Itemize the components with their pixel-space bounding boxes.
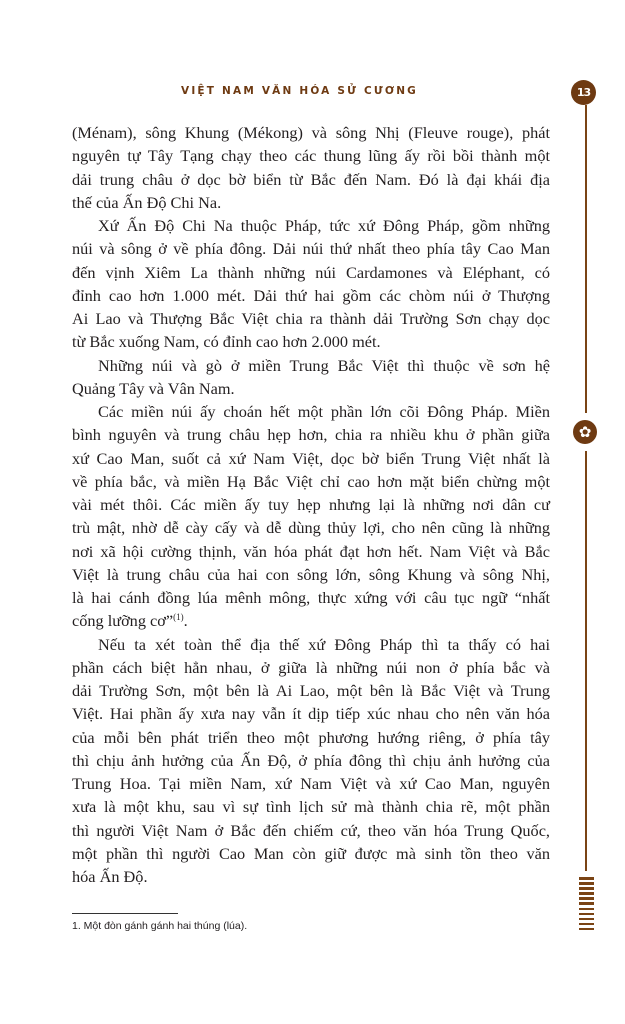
line-text: của mỗi bên phát triển theo một phương hướng riêng, ở phía tây (72, 727, 550, 747)
line-text: bình nguyên và trung châu hẹp hơn, chia ra nhiều khu ở phần giữa (72, 425, 550, 445)
text-line (72, 493, 550, 516)
paragraph (72, 633, 550, 889)
text-line (72, 679, 550, 702)
line-text: dải trung châu ở dọc bờ biển từ Bắc đến Nam. Đó là đại khái địa (72, 169, 550, 189)
text-line (72, 633, 550, 656)
paragraph (72, 354, 550, 401)
text-line (72, 447, 550, 470)
text-line (72, 191, 550, 214)
text-line (72, 423, 550, 446)
text-line (72, 516, 550, 539)
text-line (72, 702, 550, 725)
text-line (72, 656, 550, 679)
text-line (72, 842, 550, 865)
line-text: đến vịnh Xiêm La thành những núi Cardamones và Eléphant, có (72, 262, 550, 282)
text-line (72, 307, 550, 330)
line-text: thì người Việt Nam ở Bắc đến chiếm cứ, theo văn hóa Trung Quốc, (72, 820, 550, 840)
text-line (72, 772, 550, 795)
margin-line-bottom (585, 451, 587, 871)
line-text: về phía bắc, và miền Hạ Bắc Việt chỉ cao hơn mặt biển chừng một (72, 471, 550, 491)
page-number-badge: 13 (571, 80, 596, 105)
line-text: (Ménam), sông Khung (Mékong) và sông Nhị (Fleuve rouge), phát (72, 123, 550, 142)
line-text: thì chịu ảnh hưởng của Ấn Độ, ở phía đông thì chịu ảnh hưởng của (72, 750, 550, 770)
text-line (72, 214, 550, 237)
text-line (72, 749, 550, 772)
footnote-reference[interactable]: (1) (173, 612, 184, 623)
paragraph (72, 121, 550, 214)
text-line (72, 540, 550, 563)
running-header: VIỆT NAM VĂN HÓA SỬ CƯƠNG (181, 85, 418, 97)
text-line (72, 237, 550, 260)
line-text: núi và sông ở về phía đông. Dải núi thứ nhất theo phía tây Cao Man (72, 239, 550, 259)
line-text: phần cách biệt hẳn nhau, ở giữa là những núi non ở phía bắc và (72, 657, 550, 677)
ladder-icon (579, 877, 594, 933)
line-text: Nếu ta xét toàn thể địa thế xứ Đông Pháp thì ta thấy có hai (98, 634, 550, 654)
line-text: từ Bắc xuống Nam, có đỉnh cao hơn 2.000 mét. (72, 332, 381, 352)
margin-line-top (585, 105, 587, 413)
text-line (72, 121, 550, 144)
line-text: Việt. Hai phần ấy xưa nay vẫn ít dịp tiếp xúc nhau cho nên văn hóa (72, 704, 550, 724)
line-text: Xứ Ấn Độ Chi Na thuộc Pháp, tức xứ Đông Pháp, gồm những (98, 216, 550, 235)
line-text: đỉnh cao hơn 1.000 mét. Dải thứ hai gồm các chòm núi ở Thượng (72, 285, 550, 305)
line-text: Những núi và gò ở miền Trung Bắc Việt thì thuộc về sơn hệ (98, 355, 550, 375)
text-line (72, 400, 550, 423)
line-text: nguyên tự Tây Tạng chạy theo các thung lũng ấy rồi bồi thành một (72, 146, 550, 166)
text-line (72, 144, 550, 167)
text-line (72, 819, 550, 842)
line-text: dải Trường Sơn, một bên là Ai Lao, một bên là Bắc Việt và Trung (72, 681, 550, 700)
footnote: 1. Một đòn gánh gánh hai thúng (lúa). (72, 920, 248, 932)
line-text: trù mật, nhờ dễ cày cấy và dễ dùng thủy lợi, cho nên cũng là những (72, 518, 550, 538)
text-line (72, 284, 550, 307)
text-line (72, 470, 550, 493)
text-line (72, 168, 550, 191)
flower-icon: ✿ (573, 420, 597, 444)
text-line (72, 330, 550, 353)
line-text: Trung Hoa. Tại miền Nam, xứ Nam Việt và xứ Cao Man, nguyên (72, 774, 550, 793)
line-text: xứ Cao Man, suốt cả xứ Nam Việt, dọc bờ biển Trung Việt nhất là (72, 448, 550, 468)
text-line (72, 795, 550, 818)
text-line (72, 586, 550, 609)
line-text: Các miền núi ấy choán hết một phần lớn cõi Đông Pháp. Miền (98, 402, 550, 421)
line-tail: . (183, 611, 188, 631)
body-text (72, 121, 550, 888)
line-text: vài mét thôi. Các miền ấy tuy hẹp nhưng lại là những nơi dân cư (72, 495, 550, 514)
line-text: hóa Ấn Độ. (72, 867, 148, 886)
text-line (72, 261, 550, 284)
line-text: là hai cánh đồng lúa mênh mông, thực xứng với câu tục ngữ “nhất (72, 588, 550, 607)
line-text: Việt là trung châu của hai con sông lớn, sông Khung và sông Nhị, (72, 564, 550, 584)
text-line (72, 609, 550, 632)
text-line (72, 377, 550, 400)
line-text: xưa là một khu, sau vì sự tình lịch sử mà thành chia rẽ, một phần (72, 797, 550, 817)
paragraph (72, 214, 550, 354)
paragraph (72, 400, 550, 633)
line-text: nơi xã hội cường thịnh, văn hóa phát đạt hơn hết. Nam Việt và Bắc (72, 541, 550, 561)
text-line (72, 563, 550, 586)
text-line (72, 726, 550, 749)
line-text: một phần thì người Cao Man còn giữ được mà sinh tồn theo văn (72, 843, 550, 863)
line-text: Quảng Tây và Vân Nam. (72, 378, 235, 398)
footnote-divider (72, 913, 178, 914)
line-text: cống lưỡng cơ” (72, 611, 174, 631)
line-text: thế của Ấn Độ Chi Na. (72, 192, 222, 212)
text-line (72, 865, 550, 888)
line-text: Ai Lao và Thượng Bắc Việt chia ra thành dải Trường Sơn chạy dọc (72, 309, 550, 328)
text-line (72, 354, 550, 377)
